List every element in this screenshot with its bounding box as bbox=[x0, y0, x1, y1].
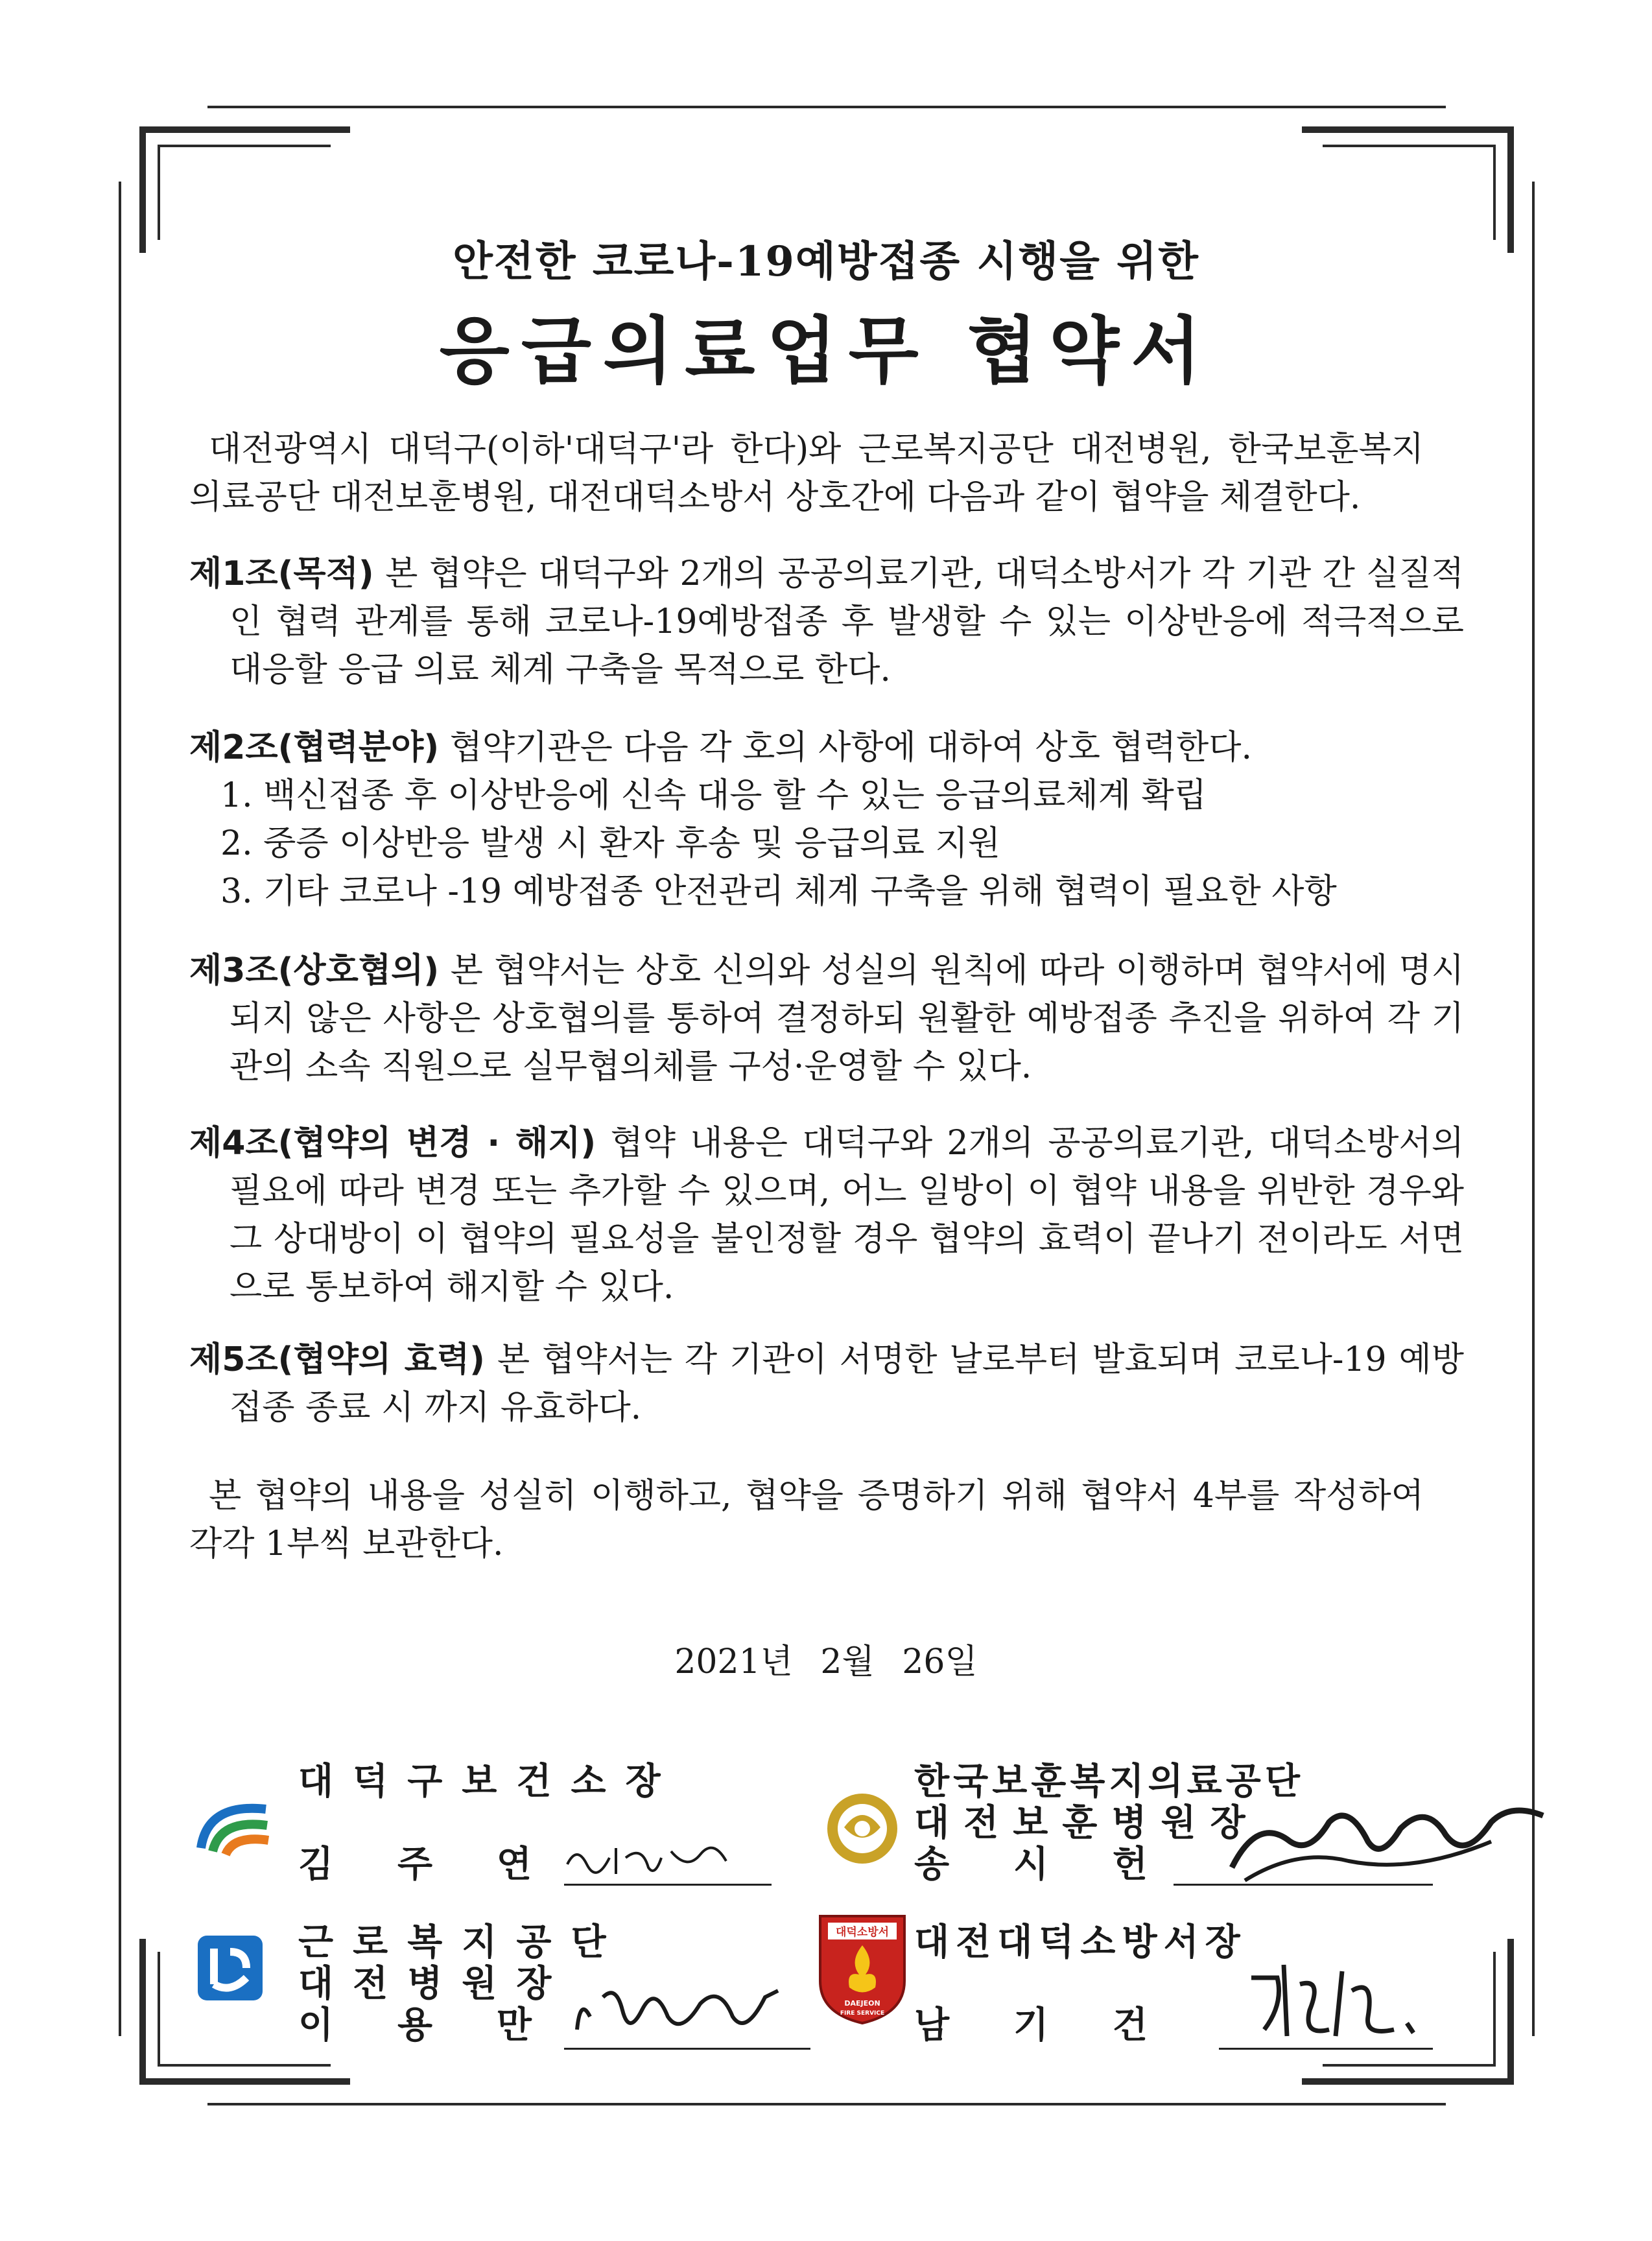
signatory-org: 한국보훈복지의료공단 bbox=[914, 1761, 1304, 1803]
signatory-org: 대덕구보건소장 bbox=[298, 1761, 680, 1803]
signatory-org: 대전병원장 bbox=[298, 1963, 571, 2005]
article-heading: 제2조(협력분야) bbox=[189, 728, 440, 767]
article-1 bbox=[189, 550, 1464, 694]
article-text: 협약 내용은 대덕구와 2개의 공공의료기관, 대덕소방서의 필요에 따라 변경 또는 추가할 수 있으며, 어느 일방이 이 협약 내용을 위반한 경우와 그 상대방이 이 협약의 필요성을 불인정할 경우 협약의 효력이 끝나기 전이라도 서면으로 통보하여 해지할 수 있다. bbox=[230, 1124, 1464, 1307]
intro-paragraph: 대전광역시 대덕구(이하'대덕구'라 한다)와 근로복지공단 대전병원, 한국보훈복지의료공단 대전보훈병원, 대전대덕소방서 상호간에 다음과 같이 협약을 체결한다. bbox=[189, 430, 1424, 517]
emblem-text: DAEJEON bbox=[844, 1999, 880, 2008]
article-4 bbox=[189, 1119, 1464, 1311]
article-heading: 제5조(협약의 효력) bbox=[189, 1340, 485, 1379]
signatory-name: 이 용 만 bbox=[298, 2004, 532, 2046]
signature-mark bbox=[1219, 1790, 1556, 1893]
daedeok-gu-logo-icon bbox=[195, 1790, 279, 1861]
article-text: 본 협약서는 각 기관이 서명한 날로부터 발효되며 코로나-19 예방접종 종료 시 까지 유효하다. bbox=[230, 1340, 1464, 1427]
emblem-text: 대덕소방서 bbox=[835, 1926, 890, 1939]
comwel-logo-icon bbox=[195, 1932, 266, 2004]
article-text: 본 협약서는 상호 신의와 성실의 원칙에 따라 이행하며 협약서에 명시되지 않은 사항은 상호협의를 통하여 결정하되 원활한 예방접종 추진을 위하여 각 기관의 소속 직원으로 실무협의체를 구성·운영할 수 있다. bbox=[230, 951, 1465, 1086]
list-item: 3. 기타 코로나 -19 예방접종 안전관리 체계 구축을 위해 협력이 필요한 사항 bbox=[220, 872, 1337, 911]
article-2 bbox=[189, 724, 1424, 916]
fire-station-emblem-icon bbox=[814, 1910, 911, 2026]
signature-line bbox=[564, 2048, 810, 2050]
signatory-org: 대전대덕소방서장 bbox=[914, 1921, 1247, 1963]
article-5 bbox=[189, 1336, 1464, 1432]
signing-date: 2021년 2월 26일 bbox=[674, 1642, 978, 1681]
signature-mark bbox=[571, 1971, 791, 2049]
signatory-name: 남 기 건 bbox=[914, 2004, 1148, 2046]
article-heading: 제1조(목적) bbox=[189, 554, 374, 593]
signature-line bbox=[1174, 1884, 1433, 1886]
veterans-hospital-logo-icon bbox=[823, 1790, 901, 1868]
signatory-org: 대전보훈병원장 bbox=[914, 1802, 1260, 1844]
list-item: 2. 중증 이상반응 발생 시 환자 후송 및 응급의료 지원 bbox=[220, 824, 1001, 863]
article-3 bbox=[189, 947, 1464, 1091]
closing-paragraph: 본 협약의 내용을 성실히 이행하고, 협약을 증명하기 위해 협약서 4부를 작성하여 각각 1부씩 보관한다. bbox=[189, 1476, 1424, 1563]
signature-mark bbox=[1238, 1952, 1433, 2049]
signature-mark bbox=[564, 1838, 733, 1884]
signature-line bbox=[1219, 2048, 1433, 2050]
list-item: 1. 백신접종 후 이상반응에 신속 대응 할 수 있는 응급의료체계 확립 bbox=[220, 776, 1207, 815]
signatory-name: 송 시 헌 bbox=[914, 1844, 1148, 1886]
article-heading: 제3조(상호협의) bbox=[189, 951, 440, 990]
emblem-text: FIRE SERVICE bbox=[840, 2010, 885, 2017]
article-text: 협약기관은 다음 각 호의 사항에 대하여 상호 협력한다. bbox=[449, 728, 1252, 767]
document-title: 응급의료업무 협약서 bbox=[439, 309, 1213, 394]
article-text: 본 협약은 대덕구와 2개의 공공의료기관, 대덕소방서가 각 기관 간 실질적인 협력 관계를 통해 코로나-19예방접종 후 발생할 수 있는 이상반응에 적극적으로 대응할 응급 의료 체계 구축을 목적으로 한다. bbox=[230, 554, 1464, 689]
signatory-org: 근로복지공단 bbox=[298, 1921, 626, 1963]
article-heading: 제4조(협약의 변경 · 해지) bbox=[189, 1124, 596, 1163]
signature-line bbox=[564, 1884, 772, 1886]
signatory-name: 김 주 연 bbox=[298, 1844, 532, 1886]
document-subtitle: 안전한 코로나-19예방접종 시행을 위한 bbox=[453, 237, 1199, 286]
